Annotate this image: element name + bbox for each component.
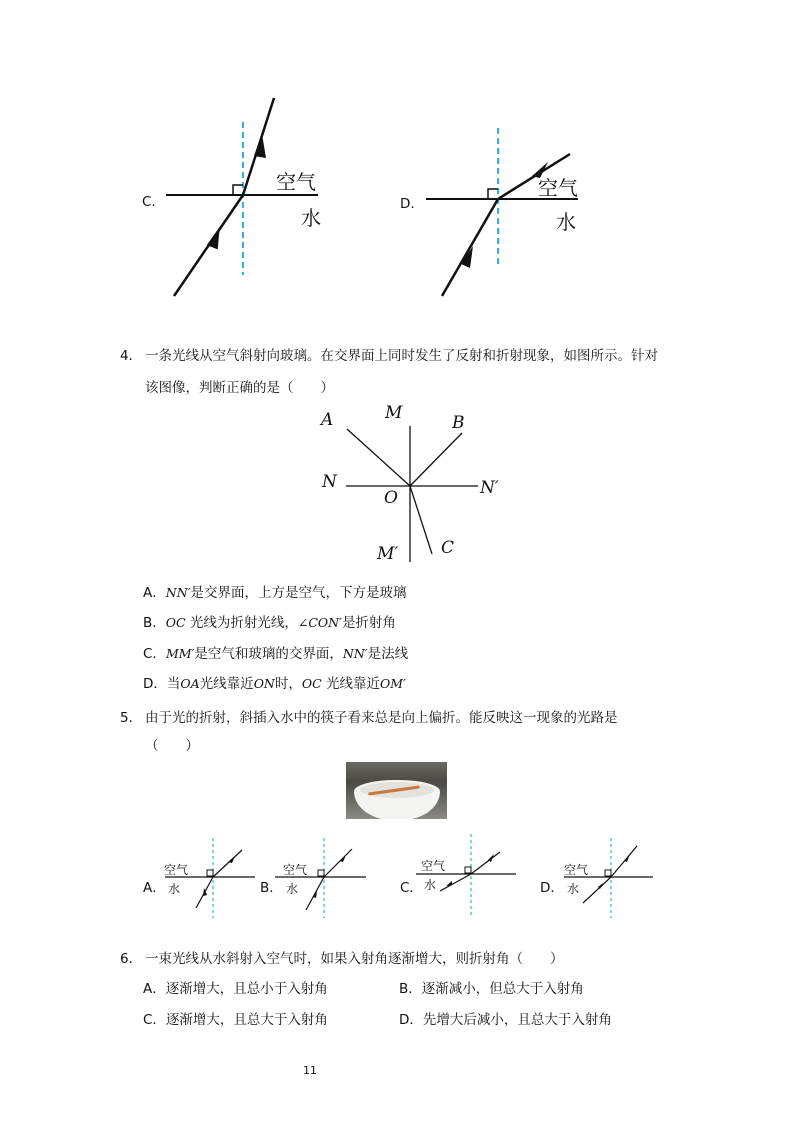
- air-label: 空气: [283, 863, 308, 877]
- water-label: 水: [301, 206, 321, 230]
- option-text: 是折射角: [341, 615, 396, 631]
- q6-option-b[interactable]: B．逐渐减小，但总大于入射角: [399, 981, 584, 997]
- point-m-label: M: [385, 403, 403, 423]
- air-label: 空气: [421, 859, 446, 873]
- option-c-label: C.: [142, 194, 156, 210]
- option-text: 当: [166, 676, 181, 692]
- air-label: 空气: [564, 863, 589, 877]
- water-label: 水: [424, 878, 437, 892]
- option-text: 时，: [274, 676, 302, 692]
- option-label: A．: [143, 585, 166, 601]
- option-label: B．: [143, 615, 166, 631]
- point-nprime-label: N′: [480, 478, 499, 498]
- point-mprime-label: M′: [377, 544, 399, 564]
- point-c-label: C: [441, 538, 455, 558]
- math-term: ∠CON′: [297, 615, 342, 630]
- question-stem-line1: 一条光线从空气斜射向玻璃。在交界面上同时发生了反射和折射现象，如图所示。针对: [145, 348, 658, 364]
- math-term: NN′: [165, 585, 191, 600]
- math-term: OA: [180, 676, 200, 691]
- water-label: 水: [556, 210, 576, 234]
- option-text: 是法线: [367, 646, 409, 662]
- water-label: 水: [567, 882, 580, 896]
- option-text: 是交界面，上方是空气，下方是玻璃: [190, 585, 407, 601]
- point-o-label: O: [384, 488, 398, 508]
- q6-option-c[interactable]: C．逐渐增大，且总大于入射角: [143, 1012, 328, 1028]
- water-label: 水: [286, 882, 299, 896]
- math-term: OC: [301, 676, 322, 691]
- page-number: 11: [303, 1064, 317, 1077]
- water-label: 水: [168, 882, 181, 896]
- q6-option-a[interactable]: A．逐渐增大，且总小于入射角: [143, 981, 328, 997]
- point-b-label: B: [452, 413, 465, 433]
- air-label: 空气: [276, 170, 316, 194]
- math-term: OC: [165, 615, 186, 630]
- question-stem-line2: （ ）: [145, 738, 199, 754]
- question-number: 4．: [120, 348, 143, 364]
- option-text: 光线为折射光线，: [189, 615, 298, 631]
- point-a-label: A: [321, 410, 334, 430]
- q5-option-c-label[interactable]: C．: [400, 880, 423, 896]
- q6-option-d[interactable]: D．先增大后减小，且总大于入射角: [399, 1012, 612, 1028]
- option-text: 光线靠近: [199, 676, 254, 692]
- question-stem-line2: 该图像，判断正确的是（ ）: [145, 380, 334, 396]
- option-text: 光线靠近: [325, 676, 380, 692]
- option-d-label: D.: [400, 196, 415, 212]
- point-n-label: N: [322, 472, 337, 492]
- math-term: MM′: [165, 646, 195, 661]
- q5-option-b-label[interactable]: B．: [260, 880, 283, 896]
- math-term: OM′: [379, 676, 406, 691]
- math-term: NN′: [342, 646, 368, 661]
- air-label: 空气: [164, 863, 189, 877]
- question-number: 6．: [120, 951, 143, 967]
- air-label: 空气: [538, 176, 578, 200]
- question-stem-line1: 由于光的折射，斜插入水中的筷子看来总是向上偏折。能反映这一现象的光路是: [145, 710, 618, 726]
- option-label: C．: [143, 646, 166, 662]
- option-text: 是空气和玻璃的交界面，: [194, 646, 343, 662]
- question-stem: 一束光线从水斜射入空气时，如果入射角逐渐增大，则折射角（ ）: [145, 951, 564, 967]
- q5-option-d-label[interactable]: D．: [540, 880, 564, 896]
- question-number: 5．: [120, 710, 143, 726]
- math-term: ON: [253, 676, 275, 691]
- q5-option-a-label[interactable]: A．: [143, 880, 166, 896]
- option-label: D．: [143, 676, 167, 692]
